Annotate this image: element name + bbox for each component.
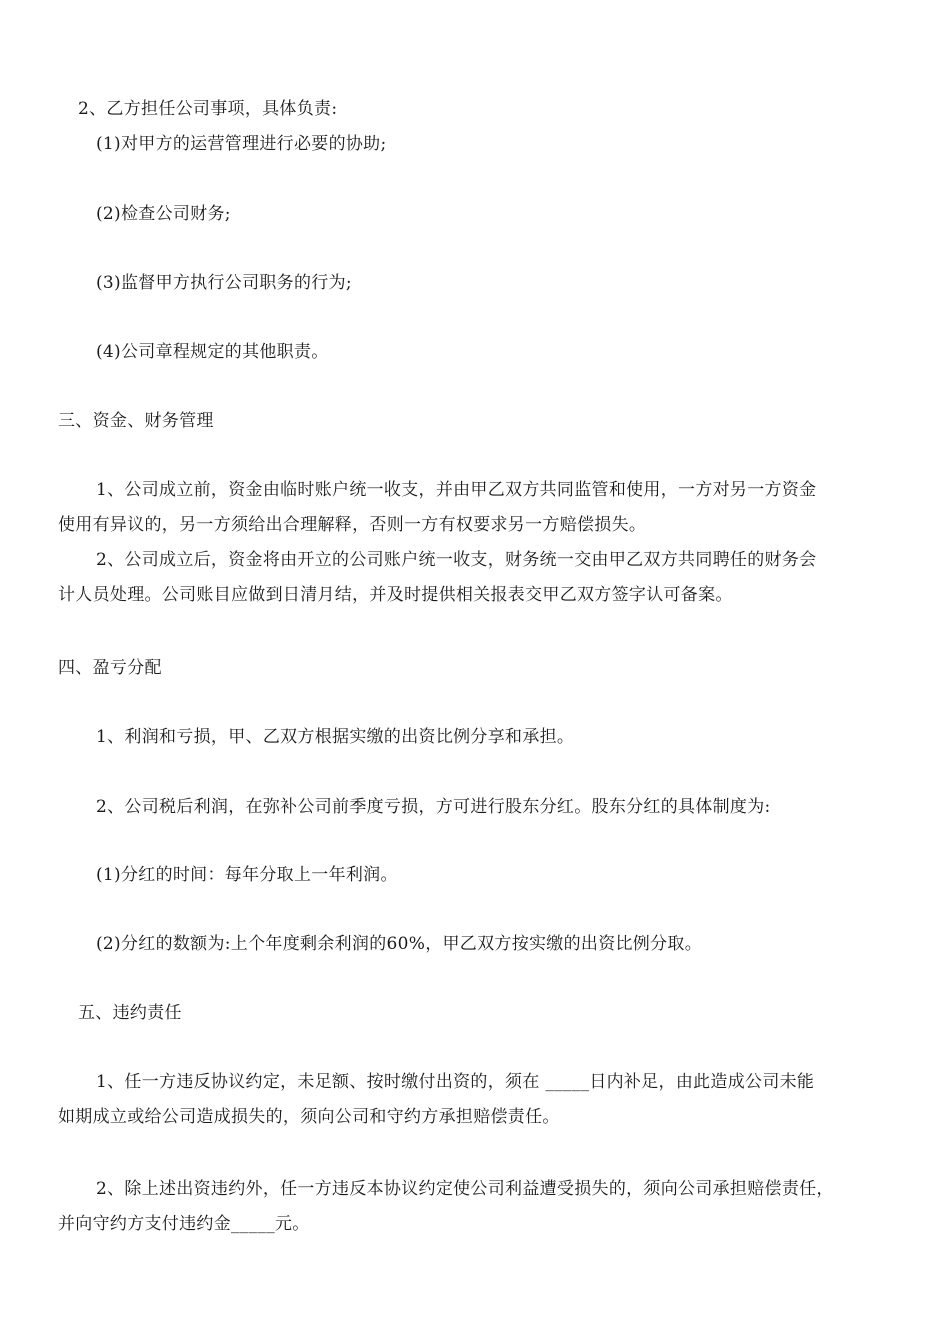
duty-item-1: (1)对甲方的运营管理进行必要的协助;	[96, 134, 387, 154]
section-5-heading: 五、违约责任	[78, 1003, 182, 1023]
dividend-item-1: (1)分红的时间：每年分取上一年利润。	[96, 865, 398, 885]
section-3-heading: 三、资金、财务管理	[58, 411, 214, 431]
section-5-para-1-line-1: 1、任一方违反协议约定，未足额、按时缴付出资的，须在 _____日内补足，由此造成公司未能	[96, 1072, 815, 1092]
section-5-para-2-line-1: 2、除上述出资违约外，任一方违反本协议约定使公司利益遭受损失的，须向公司承担赔偿责任，	[96, 1179, 834, 1199]
section-3-para-2-line-1: 2、公司成立后，资金将由开立的公司账户统一收支，财务统一交由甲乙双方共同聘任的财务会	[96, 550, 817, 570]
dividend-item-2: (2)分红的数额为:上个年度剩余利润的60%，甲乙双方按实缴的出资比例分取。	[96, 934, 702, 954]
section-4-heading: 四、盈亏分配	[58, 658, 162, 678]
section-3-para-1-line-1: 1、公司成立前，资金由临时账户统一收支，并由甲乙双方共同监管和使用，一方对另一方资金	[96, 480, 817, 500]
duty-item-4: (4)公司章程规定的其他职责。	[96, 342, 329, 362]
section-4-para-1: 1、利润和亏损，甲、乙双方根据实缴的出资比例分享和承担。	[96, 727, 575, 747]
duty-item-2: (2)检查公司财务;	[96, 204, 231, 224]
section-5-para-1-line-2: 如期成立或给公司造成损失的，须向公司和守约方承担赔偿责任。	[58, 1107, 560, 1127]
clause-2-party-b-duties: 2、乙方担任公司事项，具体负责:	[78, 99, 338, 119]
section-5-para-2-line-2: 并向守约方支付违约金_____元。	[58, 1214, 310, 1234]
section-4-para-2: 2、公司税后利润，在弥补公司前季度亏损，方可进行股东分红。股东分红的具体制度为:	[96, 797, 771, 817]
section-3-para-2-line-2: 计人员处理。公司账目应做到日清月结，并及时提供相关报表交甲乙双方签字认可备案。	[58, 585, 733, 605]
duty-item-3: (3)监督甲方执行公司职务的行为;	[96, 273, 352, 293]
section-3-para-1-line-2: 使用有异议的，另一方须给出合理解释，否则一方有权要求另一方赔偿损失。	[58, 515, 647, 535]
